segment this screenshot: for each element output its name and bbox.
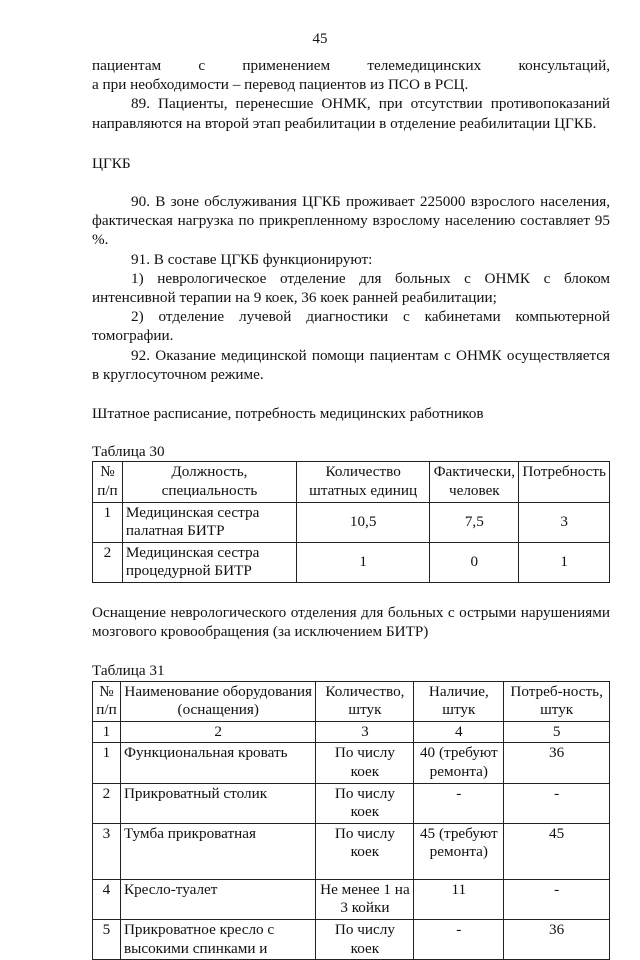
table-cell: 1 bbox=[296, 542, 429, 582]
table-cell: 45 bbox=[504, 823, 610, 879]
table-cell: 2 bbox=[93, 542, 123, 582]
table-30 bbox=[92, 461, 610, 583]
table-cell: Прикроватное кресло с высокими спинками и bbox=[120, 919, 316, 959]
paragraph-91-item-1: 1) неврологическое отделение для больных с ОНМК с блоком интенсивной терапии на 9 коек, 36 коек ранней реабилитации; bbox=[92, 269, 610, 307]
table-header-cell: Количество, штук bbox=[316, 681, 414, 721]
table-row bbox=[93, 502, 610, 542]
table-row bbox=[93, 783, 610, 823]
table30-heading: Штатное расписание, потребность медицинских работников bbox=[92, 405, 484, 423]
table-cell: По числу коек bbox=[316, 783, 414, 823]
table-header-cell: Фактически, человек bbox=[430, 462, 519, 502]
table-cell: 36 bbox=[504, 919, 610, 959]
paragraph-92: 92. Оказание медицинской помощи пациентам с ОНМК осуществляется в круглосуточном режиме. bbox=[92, 346, 610, 383]
table-cell: - bbox=[414, 783, 504, 823]
table-cell: Кресло-туалет bbox=[120, 879, 316, 919]
table-cell: 2 bbox=[93, 783, 121, 823]
document-body bbox=[92, 56, 610, 960]
table31-heading: Оснащение неврологического отделения для больных с острыми нарушениями мозгового кровообращения (за исключением БИТР) bbox=[92, 604, 610, 641]
table-header-cell: Наименование оборудования (оснащения) bbox=[120, 681, 316, 721]
table-header-cell: Количество штатных единиц bbox=[296, 462, 429, 502]
paragraph-89: 89. Пациенты, перенесшие ОНМК, при отсутствии противопоказаний направляются на второй этап реабилитации в отделение реабилитации ЦГКБ. bbox=[92, 95, 610, 132]
table-cell: 1 bbox=[93, 502, 123, 542]
table-cell: 1 bbox=[93, 743, 121, 783]
table-cell: 11 bbox=[414, 879, 504, 919]
table-header-cell: Потреб-ность, штук bbox=[504, 681, 610, 721]
table-cell: 2 bbox=[120, 721, 316, 743]
table-cell: 45 (требуют ремонта) bbox=[414, 823, 504, 879]
table-cell: - bbox=[414, 919, 504, 959]
table-31 bbox=[92, 681, 610, 960]
section-title: ЦГКБ bbox=[92, 154, 131, 172]
table-cell: Медицинская сестра процедурной БИТР bbox=[122, 542, 296, 582]
table-header-row bbox=[93, 462, 610, 502]
paragraph-90: 90. В зоне обслуживания ЦГКБ проживает 225000 взрослого населения, фактическая нагрузка по прикрепленному взрослому населению составляет 95 %. bbox=[92, 193, 610, 249]
table-cell: По числу коек bbox=[316, 743, 414, 783]
table-header-cell: № п/п bbox=[93, 681, 121, 721]
paragraph-91: 91. В составе ЦГКБ функционируют: bbox=[131, 250, 373, 268]
table30-caption: Таблица 30 bbox=[92, 443, 165, 461]
page-number: 45 bbox=[312, 31, 328, 47]
paragraph-continuation-line-2: а при необходимости – перевод пациентов из ПСО в РСЦ. bbox=[92, 76, 469, 94]
table-cell: 36 bbox=[504, 743, 610, 783]
table-cell: - bbox=[504, 879, 610, 919]
table-header-cell: № п/п bbox=[93, 462, 123, 502]
table-row bbox=[93, 919, 610, 959]
table-row bbox=[93, 823, 610, 879]
table-cell: Не менее 1 на 3 койки bbox=[316, 879, 414, 919]
table-cell: 0 bbox=[430, 542, 519, 582]
table-header-cell: Должность, специальность bbox=[122, 462, 296, 502]
table-cell: 10,5 bbox=[296, 502, 429, 542]
table-cell: 5 bbox=[504, 721, 610, 743]
table-cell: 7,5 bbox=[430, 502, 519, 542]
paragraph-continuation-line-1: пациентам с применением телемедицинских консультаций, bbox=[92, 57, 610, 74]
table-cell: 3 bbox=[519, 502, 610, 542]
table-row bbox=[93, 879, 610, 919]
table-cell: По числу коек bbox=[316, 823, 414, 879]
table-cell: 40 (требуют ремонта) bbox=[414, 743, 504, 783]
table-header-cell: Наличие, штук bbox=[414, 681, 504, 721]
paragraph-91-item-2: 2) отделение лучевой диагностики с кабинетами компьютерной томографии. bbox=[92, 308, 610, 345]
table-cell: Тумба прикроватная bbox=[120, 823, 316, 879]
table-header-cell: Потребность bbox=[519, 462, 610, 502]
table-cell: Медицинская сестра палатная БИТР bbox=[122, 502, 296, 542]
table-header-row bbox=[93, 681, 610, 721]
table-cell: 3 bbox=[316, 721, 414, 743]
table-cell: Прикроватный столик bbox=[120, 783, 316, 823]
table-cell: 4 bbox=[93, 879, 121, 919]
table31-caption: Таблица 31 bbox=[92, 662, 165, 680]
table-cell: 3 bbox=[93, 823, 121, 879]
table-row bbox=[93, 542, 610, 582]
table-cell: - bbox=[504, 783, 610, 823]
table-cell: Функциональная кровать bbox=[120, 743, 316, 783]
table-cell: 1 bbox=[519, 542, 610, 582]
table-cell: 4 bbox=[414, 721, 504, 743]
table-numbering-row bbox=[93, 721, 610, 743]
table-row bbox=[93, 743, 610, 783]
table-cell: 5 bbox=[93, 919, 121, 959]
table-cell: 1 bbox=[93, 721, 121, 743]
table-cell: По числу коек bbox=[316, 919, 414, 959]
